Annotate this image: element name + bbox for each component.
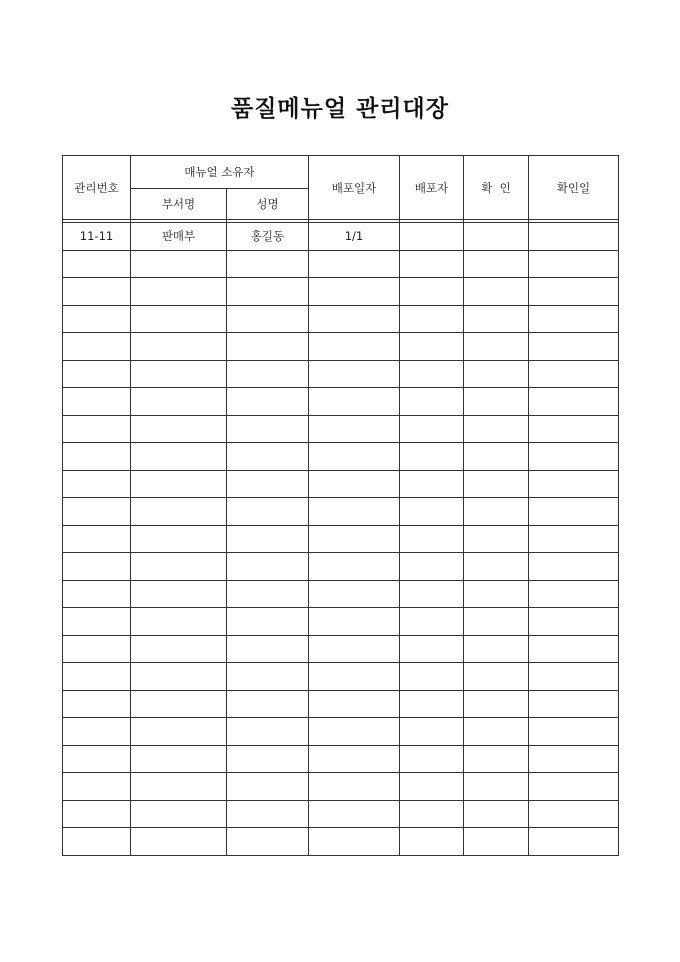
cell-distribution-date[interactable]: [309, 553, 400, 581]
cell-department[interactable]: [131, 278, 227, 306]
cell-confirm[interactable]: [464, 360, 529, 388]
table-row: [63, 498, 619, 526]
cell-name[interactable]: [227, 663, 309, 691]
cell-department[interactable]: [131, 443, 227, 471]
table-row: [63, 635, 619, 663]
cell-mgmt-no[interactable]: [63, 525, 131, 553]
table-row: [63, 305, 619, 333]
table-row: [63, 223, 619, 251]
cell-distribution-date[interactable]: 1/1: [309, 223, 400, 251]
cell-name[interactable]: [227, 553, 309, 581]
cell-confirm-date[interactable]: [529, 580, 619, 608]
cell-distribution-date[interactable]: [309, 608, 400, 636]
cell-mgmt-no[interactable]: [63, 415, 131, 443]
cell-mgmt-no[interactable]: 11-11: [63, 223, 131, 251]
cell-name[interactable]: [227, 635, 309, 663]
cell-department[interactable]: [131, 745, 227, 773]
cell-department[interactable]: [131, 333, 227, 361]
manual-ledger-table: [62, 155, 619, 856]
cell-department[interactable]: [131, 663, 227, 691]
table-row: [63, 800, 619, 828]
cell-distribution-date[interactable]: [309, 443, 400, 471]
cell-department[interactable]: [131, 580, 227, 608]
cell-confirm-date[interactable]: [529, 498, 619, 526]
cell-distribution-date[interactable]: [309, 498, 400, 526]
cell-distribution-date[interactable]: [309, 690, 400, 718]
cell-mgmt-no[interactable]: [63, 333, 131, 361]
cell-confirm-date[interactable]: [529, 663, 619, 691]
table-row: [63, 525, 619, 553]
table-row: [63, 745, 619, 773]
cell-distributor[interactable]: [400, 800, 464, 828]
header-department: 부서명: [131, 189, 227, 220]
table-row: [63, 718, 619, 746]
table-row: [63, 828, 619, 856]
cell-department[interactable]: [131, 250, 227, 278]
cell-confirm[interactable]: [464, 800, 529, 828]
cell-confirm[interactable]: [464, 635, 529, 663]
cell-name[interactable]: [227, 580, 309, 608]
cell-name[interactable]: [227, 470, 309, 498]
cell-confirm[interactable]: [464, 663, 529, 691]
cell-mgmt-no[interactable]: [63, 580, 131, 608]
cell-distributor[interactable]: [400, 525, 464, 553]
cell-department[interactable]: [131, 773, 227, 801]
cell-confirm[interactable]: [464, 718, 529, 746]
cell-confirm[interactable]: [464, 553, 529, 581]
cell-distributor[interactable]: [400, 333, 464, 361]
cell-confirm[interactable]: [464, 608, 529, 636]
cell-mgmt-no[interactable]: [63, 470, 131, 498]
cell-confirm-date[interactable]: [529, 718, 619, 746]
cell-distributor[interactable]: [400, 580, 464, 608]
cell-name[interactable]: [227, 828, 309, 856]
cell-department[interactable]: 판매부: [131, 223, 227, 251]
cell-name[interactable]: [227, 498, 309, 526]
cell-confirm-date[interactable]: [529, 690, 619, 718]
cell-distribution-date[interactable]: [309, 580, 400, 608]
cell-confirm-date[interactable]: [529, 553, 619, 581]
cell-name[interactable]: [227, 360, 309, 388]
table-row: [63, 608, 619, 636]
cell-confirm-date[interactable]: [529, 360, 619, 388]
cell-department[interactable]: [131, 608, 227, 636]
cell-mgmt-no[interactable]: [63, 635, 131, 663]
header-name: 성명: [227, 189, 309, 220]
cell-mgmt-no[interactable]: [63, 800, 131, 828]
cell-confirm-date[interactable]: [529, 525, 619, 553]
cell-department[interactable]: [131, 690, 227, 718]
cell-distributor[interactable]: [400, 223, 464, 251]
cell-department[interactable]: [131, 635, 227, 663]
cell-confirm[interactable]: [464, 415, 529, 443]
cell-distribution-date[interactable]: [309, 525, 400, 553]
cell-confirm-date[interactable]: [529, 470, 619, 498]
cell-distribution-date[interactable]: [309, 360, 400, 388]
cell-department[interactable]: [131, 553, 227, 581]
header-confirm-date: 확인일: [529, 156, 619, 220]
table-row: [63, 553, 619, 581]
cell-confirm[interactable]: [464, 388, 529, 416]
cell-mgmt-no[interactable]: [63, 498, 131, 526]
cell-confirm[interactable]: [464, 525, 529, 553]
cell-name[interactable]: [227, 415, 309, 443]
cell-distributor[interactable]: [400, 773, 464, 801]
cell-confirm-date[interactable]: [529, 305, 619, 333]
cell-confirm[interactable]: [464, 690, 529, 718]
cell-mgmt-no[interactable]: [63, 360, 131, 388]
cell-department[interactable]: [131, 718, 227, 746]
cell-confirm[interactable]: [464, 470, 529, 498]
cell-confirm-date[interactable]: [529, 278, 619, 306]
cell-distribution-date[interactable]: [309, 470, 400, 498]
cell-confirm-date[interactable]: [529, 250, 619, 278]
cell-distributor[interactable]: [400, 690, 464, 718]
cell-distribution-date[interactable]: [309, 745, 400, 773]
cell-distributor[interactable]: [400, 745, 464, 773]
cell-distribution-date[interactable]: [309, 773, 400, 801]
cell-confirm[interactable]: [464, 333, 529, 361]
cell-mgmt-no[interactable]: [63, 828, 131, 856]
cell-confirm-date[interactable]: [529, 635, 619, 663]
cell-mgmt-no[interactable]: [63, 663, 131, 691]
page-title: 품질메뉴얼 관리대장: [231, 96, 449, 122]
cell-department[interactable]: [131, 525, 227, 553]
table-row: [63, 580, 619, 608]
header-confirm: 확 인: [464, 156, 529, 220]
cell-distribution-date[interactable]: [309, 278, 400, 306]
table-row: [63, 250, 619, 278]
cell-confirm-date[interactable]: [529, 333, 619, 361]
cell-confirm-date[interactable]: [529, 773, 619, 801]
cell-distribution-date[interactable]: [309, 305, 400, 333]
cell-confirm-date[interactable]: [529, 388, 619, 416]
cell-name[interactable]: [227, 305, 309, 333]
cell-distributor[interactable]: [400, 608, 464, 636]
cell-name[interactable]: 홍길동: [227, 223, 309, 251]
cell-department[interactable]: [131, 360, 227, 388]
cell-mgmt-no[interactable]: [63, 773, 131, 801]
cell-distributor[interactable]: [400, 663, 464, 691]
table-row: [63, 690, 619, 718]
cell-mgmt-no[interactable]: [63, 388, 131, 416]
header-distribution-date: 배포일자: [309, 156, 400, 220]
cell-distributor[interactable]: [400, 388, 464, 416]
cell-confirm-date[interactable]: [529, 415, 619, 443]
cell-name[interactable]: [227, 443, 309, 471]
cell-confirm-date[interactable]: [529, 828, 619, 856]
cell-confirm-date[interactable]: [529, 800, 619, 828]
cell-confirm[interactable]: [464, 773, 529, 801]
cell-name[interactable]: [227, 800, 309, 828]
table-row: [63, 278, 619, 306]
cell-confirm[interactable]: [464, 498, 529, 526]
cell-mgmt-no[interactable]: [63, 718, 131, 746]
cell-name[interactable]: [227, 745, 309, 773]
cell-name[interactable]: [227, 718, 309, 746]
cell-confirm[interactable]: [464, 828, 529, 856]
cell-distribution-date[interactable]: [309, 828, 400, 856]
cell-confirm[interactable]: [464, 580, 529, 608]
cell-distribution-date[interactable]: [309, 663, 400, 691]
cell-mgmt-no[interactable]: [63, 250, 131, 278]
cell-distribution-date[interactable]: [309, 635, 400, 663]
cell-distribution-date[interactable]: [309, 415, 400, 443]
cell-distributor[interactable]: [400, 250, 464, 278]
table-row: [63, 443, 619, 471]
cell-department[interactable]: [131, 828, 227, 856]
cell-name[interactable]: [227, 525, 309, 553]
cell-name[interactable]: [227, 333, 309, 361]
cell-confirm[interactable]: [464, 223, 529, 251]
cell-mgmt-no[interactable]: [63, 745, 131, 773]
cell-department[interactable]: [131, 800, 227, 828]
cell-distributor[interactable]: [400, 305, 464, 333]
cell-distributor[interactable]: [400, 828, 464, 856]
cell-confirm-date[interactable]: [529, 223, 619, 251]
cell-department[interactable]: [131, 470, 227, 498]
cell-mgmt-no[interactable]: [63, 278, 131, 306]
table-row: [63, 470, 619, 498]
header-mgmt-no: 관리번호: [63, 156, 131, 220]
cell-mgmt-no[interactable]: [63, 608, 131, 636]
cell-distributor[interactable]: [400, 415, 464, 443]
table-row: [63, 333, 619, 361]
cell-confirm[interactable]: [464, 305, 529, 333]
cell-department[interactable]: [131, 415, 227, 443]
cell-distributor[interactable]: [400, 718, 464, 746]
table-row: [63, 773, 619, 801]
table-row: [63, 415, 619, 443]
table-row: [63, 663, 619, 691]
cell-distribution-date[interactable]: [309, 333, 400, 361]
cell-department[interactable]: [131, 305, 227, 333]
table-row: [63, 388, 619, 416]
cell-confirm-date[interactable]: [529, 608, 619, 636]
cell-mgmt-no[interactable]: [63, 690, 131, 718]
cell-name[interactable]: [227, 608, 309, 636]
cell-distributor[interactable]: [400, 635, 464, 663]
header-manual-owner: 매뉴얼 소유자: [131, 156, 309, 189]
cell-distributor[interactable]: [400, 470, 464, 498]
cell-confirm-date[interactable]: [529, 745, 619, 773]
cell-distribution-date[interactable]: [309, 800, 400, 828]
cell-distributor[interactable]: [400, 553, 464, 581]
cell-confirm[interactable]: [464, 250, 529, 278]
cell-distributor[interactable]: [400, 498, 464, 526]
cell-confirm-date[interactable]: [529, 443, 619, 471]
cell-distributor[interactable]: [400, 278, 464, 306]
cell-mgmt-no[interactable]: [63, 553, 131, 581]
cell-name[interactable]: [227, 388, 309, 416]
cell-confirm[interactable]: [464, 278, 529, 306]
cell-department[interactable]: [131, 388, 227, 416]
cell-mgmt-no[interactable]: [63, 305, 131, 333]
cell-department[interactable]: [131, 498, 227, 526]
cell-distribution-date[interactable]: [309, 250, 400, 278]
cell-name[interactable]: [227, 773, 309, 801]
cell-confirm[interactable]: [464, 745, 529, 773]
table-row: [63, 360, 619, 388]
cell-distributor[interactable]: [400, 443, 464, 471]
cell-distributor[interactable]: [400, 360, 464, 388]
cell-mgmt-no[interactable]: [63, 443, 131, 471]
cell-confirm[interactable]: [464, 443, 529, 471]
cell-distribution-date[interactable]: [309, 388, 400, 416]
cell-name[interactable]: [227, 250, 309, 278]
cell-name[interactable]: [227, 690, 309, 718]
header-distributor: 배포자: [400, 156, 464, 220]
cell-name[interactable]: [227, 278, 309, 306]
cell-distribution-date[interactable]: [309, 718, 400, 746]
